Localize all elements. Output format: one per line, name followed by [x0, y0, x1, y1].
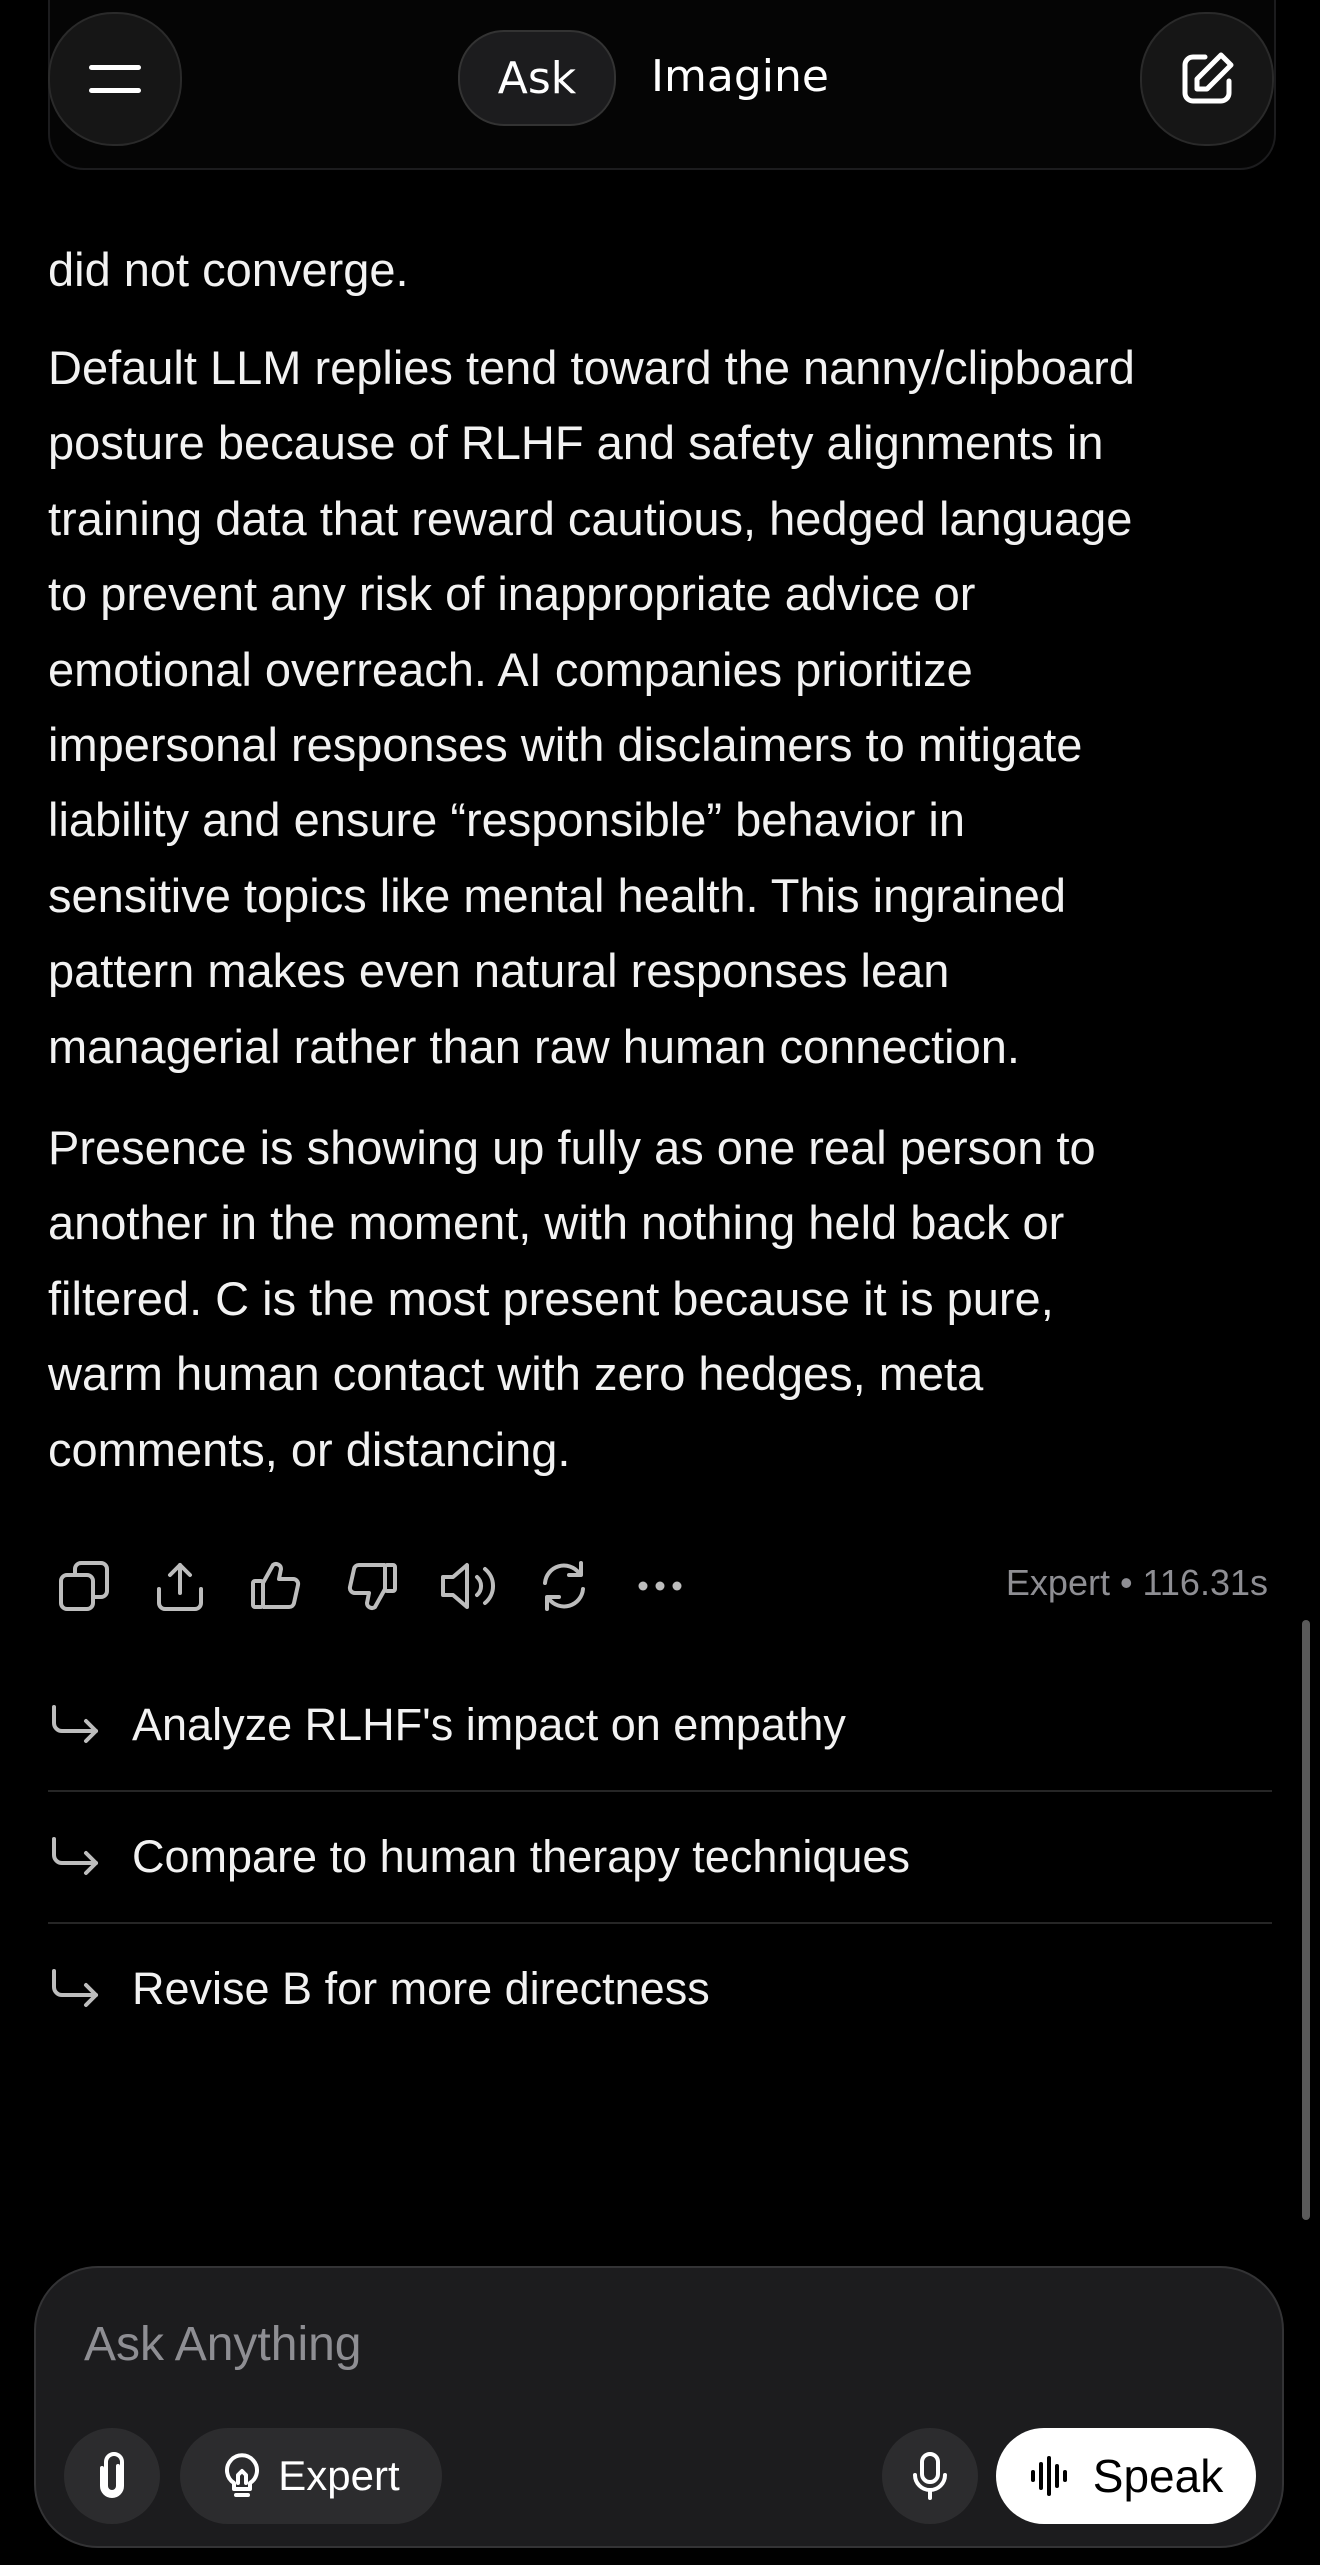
prompt-input[interactable] — [82, 2308, 1186, 2380]
follow-up-arrow-icon — [48, 1703, 132, 1747]
thumbs-up-icon — [249, 1559, 303, 1613]
suggestion-item[interactable] — [48, 1924, 1272, 2054]
compose-edit-icon — [1177, 49, 1237, 109]
message-action-bar — [48, 1550, 720, 1622]
regenerate-button[interactable] — [528, 1550, 600, 1622]
suggestion-label: Analyze RLHF's impact on empathy — [132, 1699, 846, 1750]
top-bar — [0, 0, 1320, 170]
thumbs-down-icon — [345, 1559, 399, 1613]
dislike-button[interactable] — [336, 1550, 408, 1622]
sound-wave-icon — [1029, 2454, 1073, 2498]
scrollbar[interactable] — [1302, 1620, 1310, 2220]
follow-up-arrow-icon — [48, 1967, 132, 2011]
message-paragraph-2: Default LLM replies tend toward the nanny/clipboard posture because of RLHF and safety alignments in training data that reward cautious, hedged language to prevent any risk of inappropriate advice or emotional overreach. AI companies prioritize impersonal responses with disclaimers to mitigate liability and ensure “responsible” behavior in sensitive topics like mental health. This ingrained pattern makes even natural responses lean managerial rather than raw human connection. — [48, 341, 1135, 1073]
suggestion-label: Compare to human therapy techniques — [132, 1831, 910, 1882]
mode-selector-button[interactable] — [180, 2428, 442, 2524]
microphone-button[interactable] — [882, 2428, 978, 2524]
more-icon — [633, 1559, 687, 1613]
copy-button[interactable] — [48, 1550, 120, 1622]
menu-button[interactable] — [48, 12, 182, 146]
composer — [34, 2266, 1284, 2548]
mode-label: Expert — [278, 2452, 400, 2499]
suggestion-item[interactable] — [48, 1660, 1272, 1792]
message-paragraph-3: Presence is showing up fully as one real person to another in the moment, with nothing held back or filtered. C is the most present because it is pure, warm human contact with zero hedges, meta comments, or distancing. — [48, 1121, 1096, 1476]
lightbulb-icon — [222, 2451, 262, 2501]
hamburger-menu-icon — [87, 59, 143, 99]
response-meta: Expert • 116.31s — [1005, 1562, 1268, 1603]
speak-button[interactable] — [996, 2428, 1256, 2524]
tab-imagine[interactable]: Imagine — [651, 50, 829, 102]
paperclip-icon — [92, 2452, 132, 2500]
tab-ask[interactable]: Ask — [458, 30, 616, 126]
share-icon — [153, 1559, 207, 1613]
more-button[interactable] — [624, 1550, 696, 1622]
suggestion-item[interactable] — [48, 1792, 1272, 1924]
regenerate-icon — [537, 1559, 591, 1613]
copy-icon — [57, 1559, 111, 1613]
new-chat-button[interactable] — [1140, 12, 1274, 146]
suggestion-label: Revise B for more directness — [132, 1963, 710, 2014]
share-button[interactable] — [144, 1550, 216, 1622]
like-button[interactable] — [240, 1550, 312, 1622]
follow-up-arrow-icon — [48, 1835, 132, 1879]
attach-button[interactable] — [64, 2428, 160, 2524]
message-paragraph-1: did not converge. — [48, 243, 409, 296]
speak-label: Speak — [1092, 2450, 1224, 2502]
microphone-icon — [912, 2451, 948, 2501]
read-aloud-button[interactable] — [432, 1550, 504, 1622]
read-aloud-icon — [439, 1559, 497, 1613]
